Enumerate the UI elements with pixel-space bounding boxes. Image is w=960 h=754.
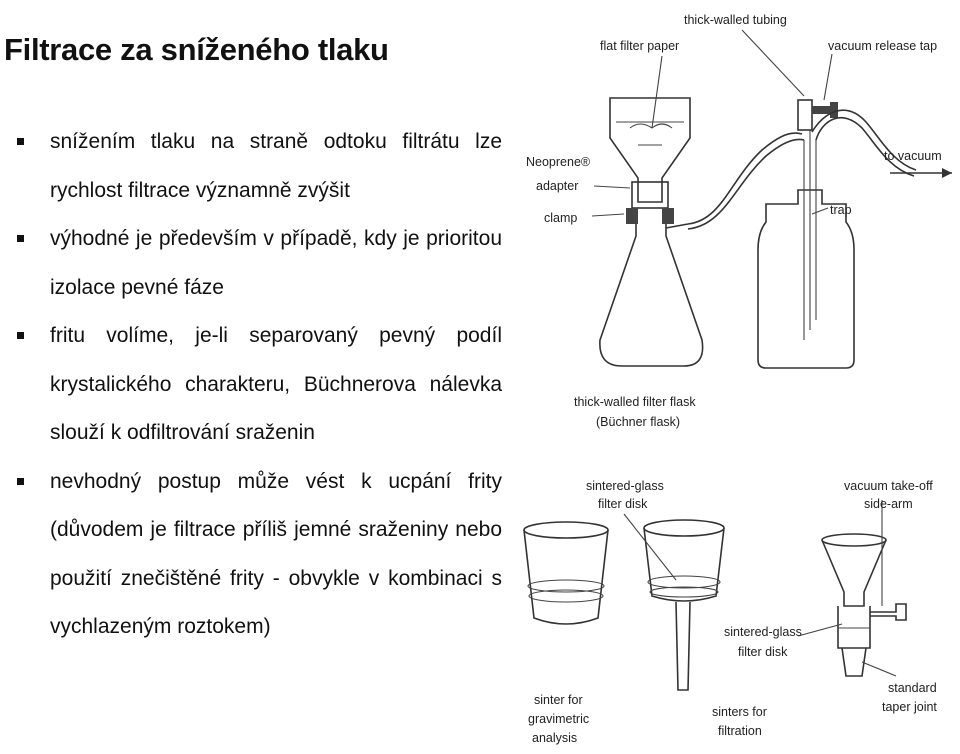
label-vacuum-release-tap: vacuum release tap bbox=[828, 39, 938, 53]
label-sintered-disk-top-2: filter disk bbox=[598, 497, 648, 511]
label-sinter-gravimetric-3: analysis bbox=[532, 731, 578, 745]
label-standard-1: standard bbox=[888, 681, 937, 695]
label-sinters-filtration-2: filtration bbox=[718, 724, 762, 738]
label-flat-filter-paper: flat filter paper bbox=[600, 39, 680, 53]
slide-title: Filtrace za sníženého tlaku bbox=[4, 32, 389, 67]
label-vacuum-takeoff-1: vacuum take-off bbox=[844, 479, 933, 493]
label-neoprene: Neoprene® bbox=[526, 155, 591, 169]
label-trap: trap bbox=[830, 203, 852, 217]
bullet-item: snížením tlaku na straně odtoku filtrátu lze rychlost filtrace významně zvýšit bbox=[14, 118, 502, 215]
label-sintered-disk-top-1: sintered-glass bbox=[586, 479, 664, 493]
label-to-vacuum: to vacuum bbox=[884, 149, 942, 163]
label-sinter-gravimetric-1: sinter for bbox=[534, 693, 583, 707]
label-adapter: adapter bbox=[536, 179, 579, 193]
label-sintered-disk-bottom-1: sintered-glass bbox=[724, 625, 802, 639]
label-sintered-disk-bottom-2: filter disk bbox=[738, 645, 788, 659]
bullet-item: nevhodný postup může vést k ucpání frity (důvodem je filtrace příliš jemné sraženiny nebo použití znečištěné frity - obvykle v kombinaci s vychlazeným roztokem) bbox=[14, 458, 502, 652]
label-thick-walled-tubing: thick-walled tubing bbox=[684, 13, 787, 27]
sintered-filters-drawing bbox=[524, 500, 906, 690]
label-buchner-flask-1: thick-walled filter flask bbox=[574, 395, 696, 409]
label-buchner-flask-2: (Büchner flask) bbox=[596, 415, 681, 429]
label-standard-2: taper joint bbox=[882, 700, 937, 714]
label-sinters-filtration-1: sinters for bbox=[712, 705, 767, 719]
bullet-item: výhodné je především v případě, kdy je prioritou izolace pevné fáze bbox=[14, 215, 502, 312]
bullet-list bbox=[14, 118, 502, 652]
label-vacuum-takeoff-2: side-arm bbox=[864, 497, 913, 511]
bullet-item: fritu volíme, je-li separovaný pevný podíl krystalického charakteru, Büchnerova nálevka slouží k odfiltrování sraženin bbox=[14, 312, 502, 458]
label-clamp: clamp bbox=[544, 211, 578, 225]
label-sinter-gravimetric-2: gravimetric bbox=[528, 712, 590, 726]
filtration-apparatus-figure bbox=[512, 0, 960, 754]
buchner-setup-drawing bbox=[592, 30, 952, 368]
